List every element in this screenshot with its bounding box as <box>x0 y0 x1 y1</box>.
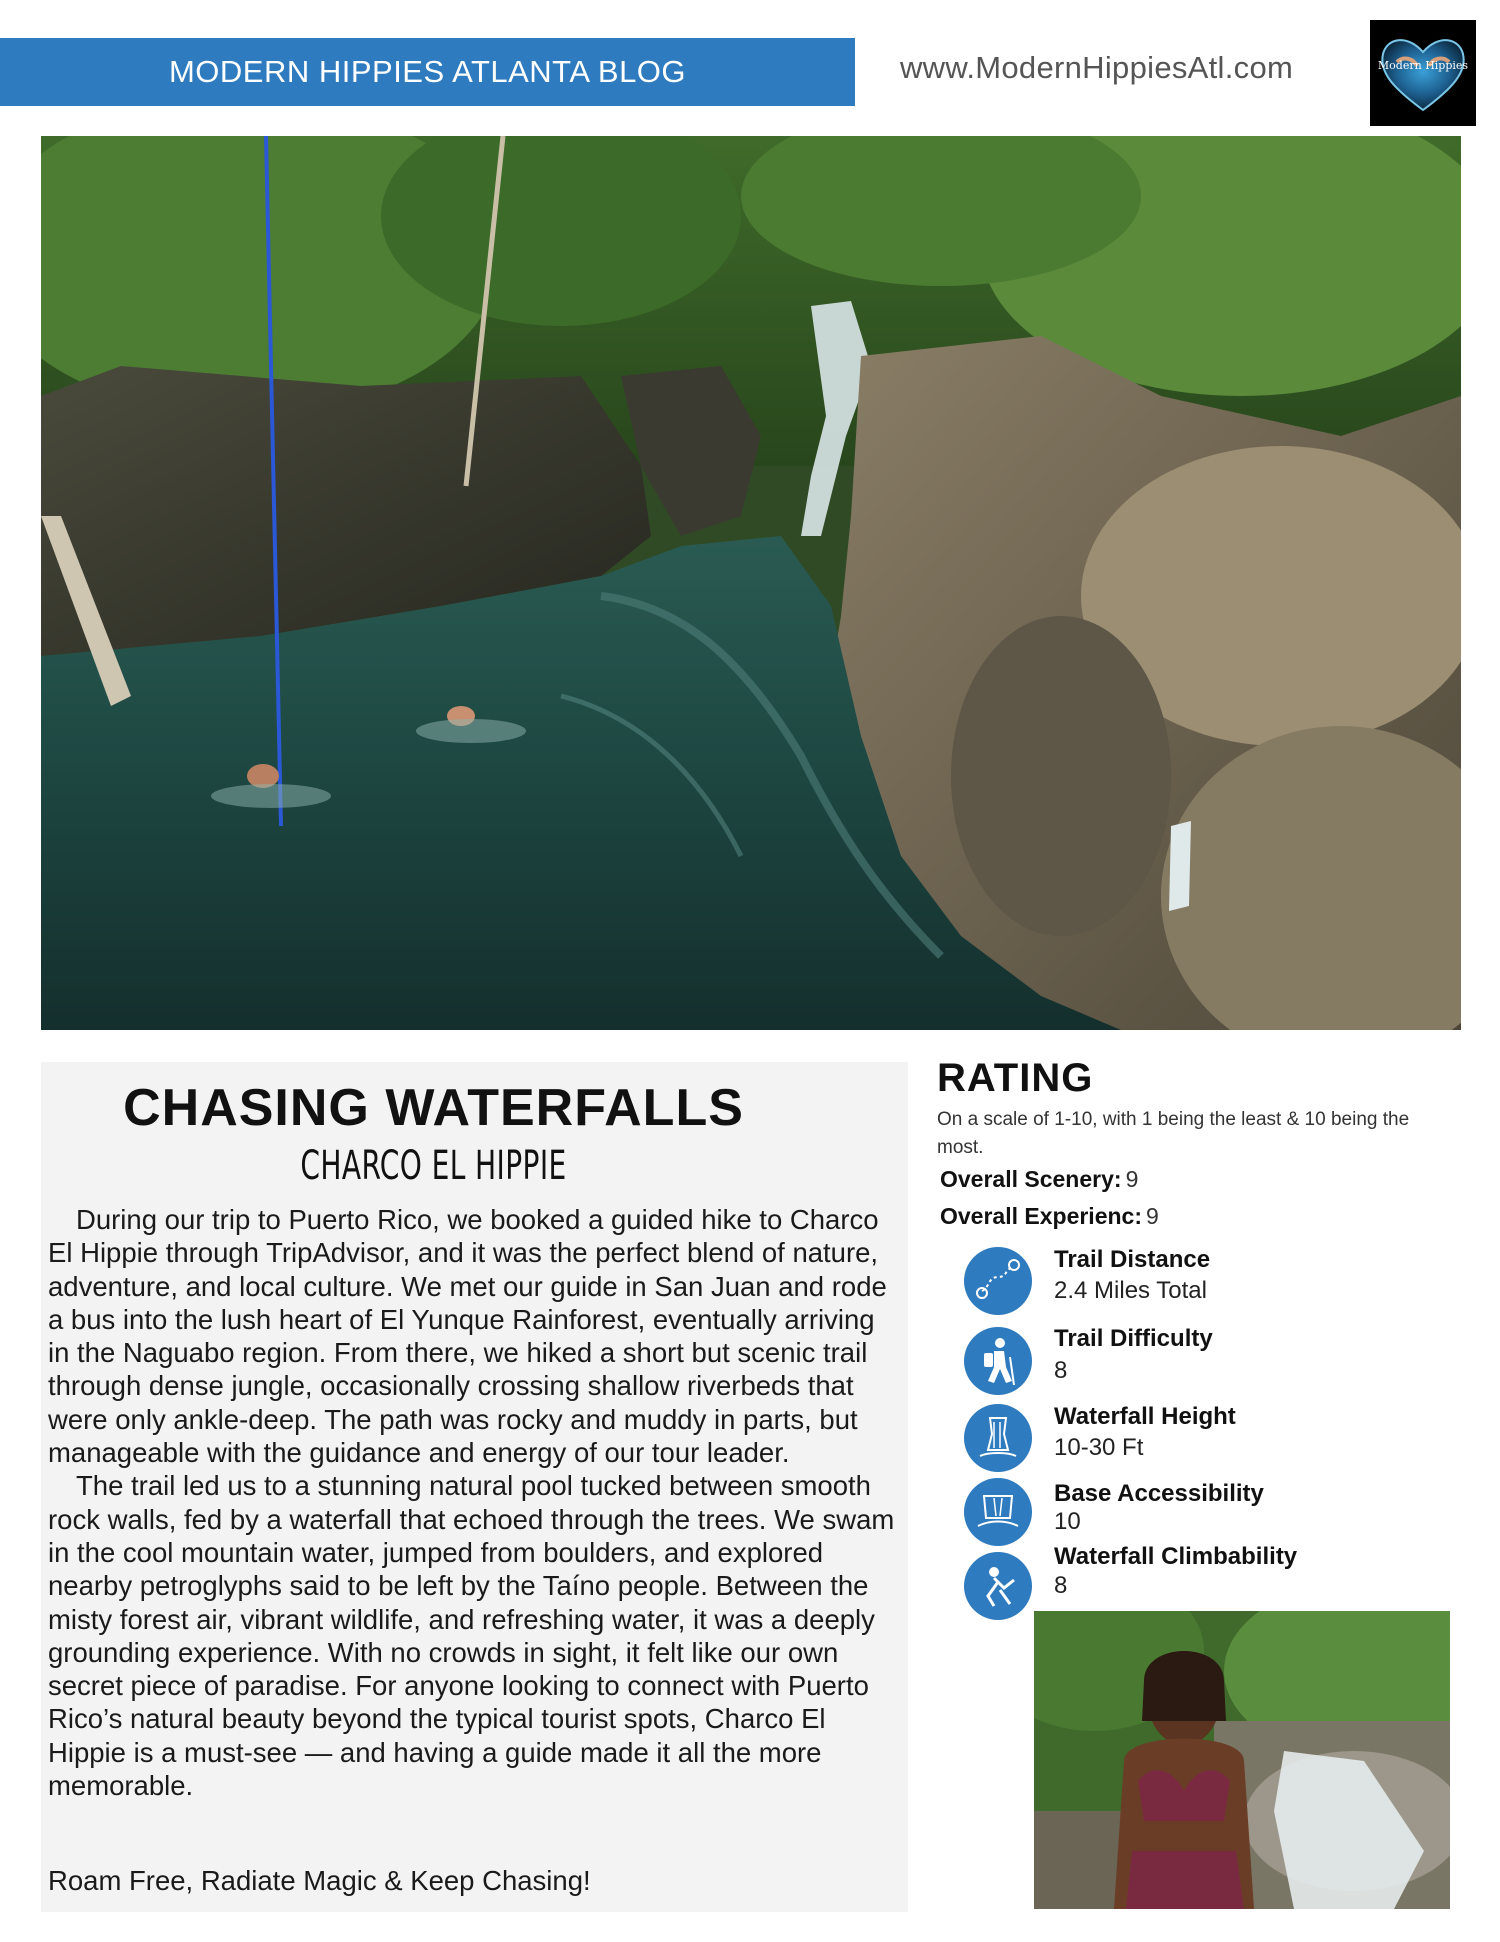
stat-value-waterfall-height: 10-30 Ft <box>1054 1434 1144 1461</box>
article-paragraph-1: During our trip to Puerto Rico, we booked a guided hike to Charco El Hippie through TripAdvisor, and it was the perfect blend of nature, adventure, and local culture. We met our guide in San Juan and rode a bus into the lush heart of El Yunque Rainforest, eventually arriving in the Naguabo region. From there, we hiked a short but scenic trail through dense jungle, occasionally crossing shallow riverbeds that were only ankle-deep. The path was rocky and muddy in parts, but manageable with the guidance and energy of our tour leader. <box>48 1204 887 1469</box>
overall-experience-value: 9 <box>1146 1203 1159 1229</box>
heart-hands-icon <box>1373 28 1473 118</box>
rating-heading: RATING <box>937 1056 1094 1100</box>
logo-text: Modern Hippies <box>1377 59 1469 72</box>
hero-waterfall-photo <box>41 136 1461 1030</box>
stat-value-trail-distance: 2.4 Miles Total <box>1054 1277 1207 1304</box>
hiker-icon <box>964 1327 1032 1395</box>
site-url[interactable]: www.ModernHippiesAtl.com <box>900 50 1294 85</box>
article-subtitle: CHARCO EL HIPPIE <box>300 1143 567 1189</box>
climber-icon <box>964 1552 1032 1620</box>
article-body <box>48 1203 903 1802</box>
blog-name: MODERN HIPPIES ATLANTA BLOG <box>168 54 687 89</box>
stat-label-waterfall-height: Waterfall Height <box>1054 1403 1236 1430</box>
author-portrait-photo <box>1034 1611 1450 1909</box>
waterfall-icon <box>964 1404 1032 1472</box>
article-paragraph-2: The trail led us to a stunning natural pool tucked between smooth rock walls, fed by a waterfall that echoed through the trees. We swam in the cool mountain water, jumped from boulders, and explored nearby petroglyphs said to be left by the Taíno people. Between the misty forest air, vibrant wildlife, and refreshing water, it was a deeply grounding experience. With no crowds in sight, it felt like our own secret piece of paradise. For anyone looking to connect with Puerto Rico’s natural beauty beyond the typical tourist spots, Charco El Hippie is a must-see — and having a guide made it all the more memorable. <box>48 1470 895 1802</box>
stat-value-waterfall-climbability: 8 <box>1054 1572 1068 1599</box>
overall-scenery-label: Overall Scenery: <box>940 1166 1122 1192</box>
stat-value-trail-difficulty: 8 <box>1054 1357 1068 1384</box>
stat-label-base-accessibility: Base Accessibility <box>1054 1480 1264 1507</box>
route-map-icon <box>964 1247 1032 1315</box>
overall-scenery-value: 9 <box>1125 1166 1139 1192</box>
article-signoff: Roam Free, Radiate Magic & Keep Chasing! <box>48 1865 591 1896</box>
overall-experience-label: Overall Experienc: <box>940 1203 1142 1229</box>
blog-banner <box>0 38 855 106</box>
rating-scale-note: On a scale of 1-10, with 1 being the least & 10 being the most. <box>937 1109 1410 1158</box>
stat-label-trail-difficulty: Trail Difficulty <box>1054 1325 1213 1352</box>
stat-value-base-accessibility: 10 <box>1054 1508 1081 1535</box>
waterfall-base-icon <box>964 1478 1032 1546</box>
overall-experience <box>940 1203 1159 1230</box>
stat-label-trail-distance: Trail Distance <box>1054 1246 1211 1273</box>
overall-scenery <box>940 1166 1138 1193</box>
brand-logo <box>1370 20 1476 126</box>
stat-label-waterfall-climbability: Waterfall Climbability <box>1054 1543 1298 1570</box>
article-title: CHASING WATERFALLS <box>123 1079 744 1137</box>
